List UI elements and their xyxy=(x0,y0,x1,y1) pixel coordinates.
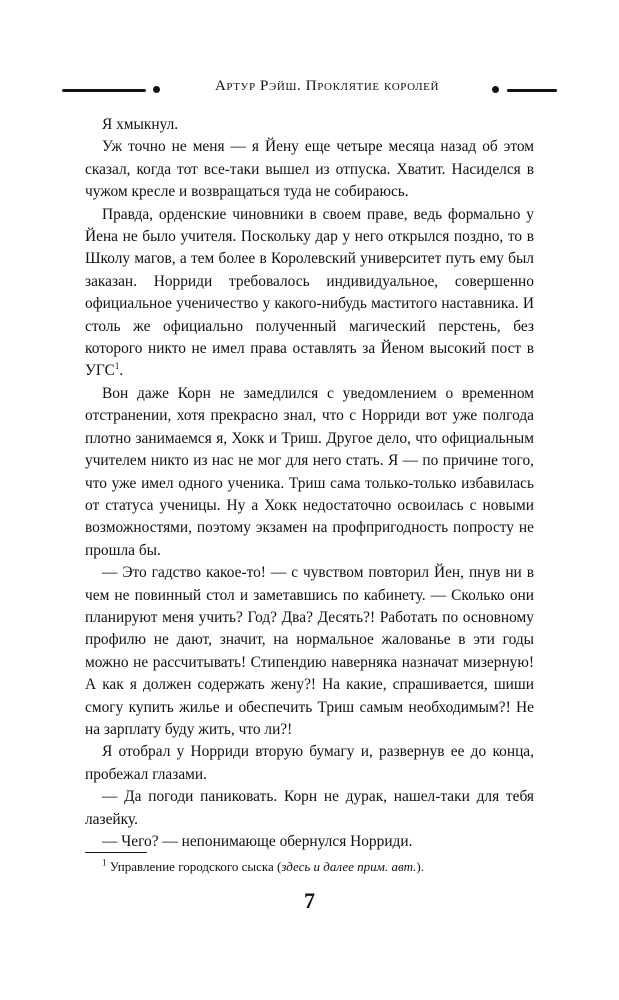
page-number: 7 xyxy=(304,888,315,913)
paragraph: — Это гадство какое-то! — с чувством повторил Йен, пнув ни в чем не повинный стол и заметавшись по кабинету. — Сколько они планируют меня учить? Год? Два? Десять?! Работать по основному профилю не дают, значит, на нормальное жалованье в эти годы можно не рассчитывать! Стипендию наверняка назначат мизерную! А как я должен содержать жену?! На какие, спрашивается, шиши смогу купить жилье и обеспечить Триш самым необходимым?! Не на зарплату буду жить, что ли?! xyxy=(85,564,534,738)
paragraph: Правда, орденские чиновники в своем праве, ведь формально у Йена не было учителя. Поскольку дар у него открылся поздно, то в Школу магов, а тем более в Королевский университет путь ему был заказан. Норриди требовалось индивидуальное, совершенно официальное ученичество у какого-нибудь маститого наставника. И столь же официально полученный магический перстень, без которого никто не имел права оставлять за Йеном высокий пост в УГС$^1$. xyxy=(85,205,534,380)
running-title: Артур Рэйш. Проклятие королей xyxy=(214,78,440,94)
body-text xyxy=(85,114,534,853)
footnote-marker: 1 xyxy=(102,857,107,868)
running-header xyxy=(62,78,557,102)
footnote-separator xyxy=(85,852,147,853)
paragraph-text: Правда, орденские чиновники в своем праве, ведь формально у Йена не было учителя. Поскольку дар у него открылся поздно, то в Школу магов, а тем более в Королевский университет путь ему был заказан. Норриди требовалось индивидуальное, совершенно официальное ученичество у какого-нибудь маститого наставника. И столь же официально полученный магический перстень, без которого никто не имел права оставлять за Йеном высокий пост в УГС xyxy=(85,205,534,380)
paragraph: — Да погоди паниковать. Корн не дурак, нашел-таки для тебя лазейку. xyxy=(85,788,534,828)
footnote-reference: 1 xyxy=(114,361,120,372)
paragraph: — Чего? — непонимающе обернулся Норриди. xyxy=(102,833,413,850)
paragraph: Уж точно не меня — я Йену еще четыре месяца назад об этом сказал, когда тот все-таки вышел из отпуска. Хватит. Насиделся в чужом кресле и возвращаться туда не собираюсь. xyxy=(85,138,534,201)
paragraph: Вон даже Корн не замедлился с уведомлением о временном отстранении, хотя прекрасно знал, что с Норриди вот уже полгода плотно занимаемся я, Хокк и Триш. Другое дело, что официальным учителем никто из нас не мог для него стать. Я — по причине того, что уже имел одного ученика. Триш сама только-только избавилась от статуса ученицы. Ну а Хокк недостаточно освоилась с новыми возможностями, поэтому экзамен на профпригодность попросту не прошла бы. xyxy=(85,384,534,559)
footnote xyxy=(85,858,534,876)
footnote-tail: ). xyxy=(416,859,424,874)
header-bullet-right xyxy=(492,86,499,93)
paragraph: Я хмыкнул. xyxy=(102,116,179,133)
paragraph: Я отобрал у Норриди вторую бумагу и, развернув ее до конца, пробежал глазами. xyxy=(85,743,534,783)
header-rule-left xyxy=(62,89,146,92)
footnote-italic: здесь и далее прим. авт. xyxy=(281,859,417,874)
header-bullet-left xyxy=(153,86,160,93)
header-rule-right xyxy=(507,89,557,92)
footnote-text: Управление городского сыска ( xyxy=(109,859,282,874)
